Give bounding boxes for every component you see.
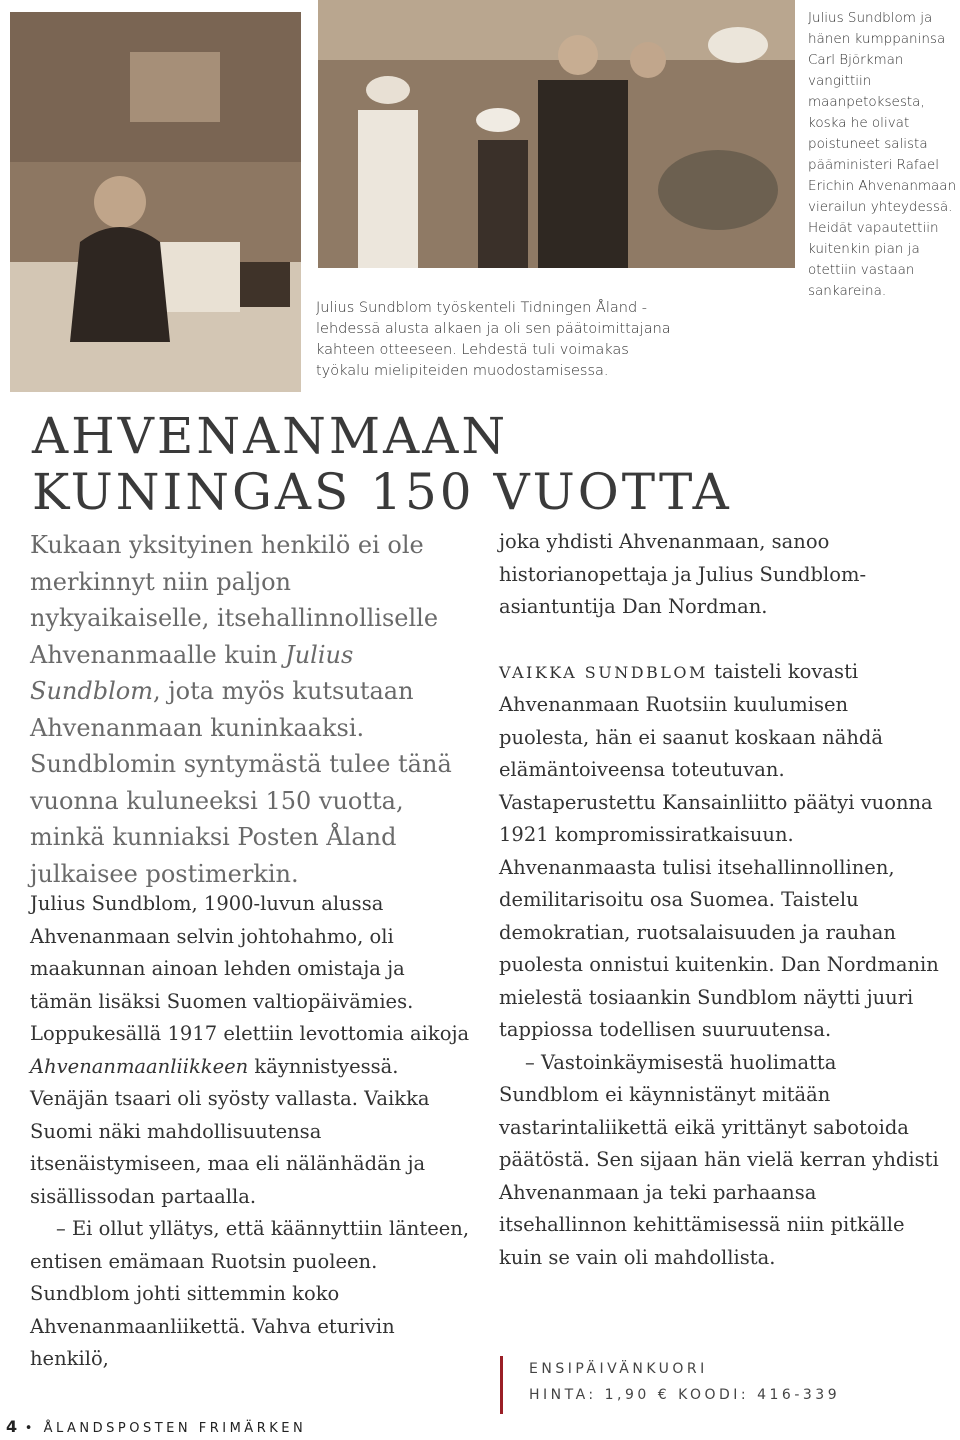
lede-name: Julius Sundblom bbox=[30, 640, 354, 705]
desk-photo-caption: Julius Sundblom työskenteli Tidningen Åland -lehdessä alusta alkaen ja oli sen päätoimittajana kahteen otteeseen. Lehdestä tuli voimakas työkalu mielipiteiden muodostamisessa. bbox=[316, 300, 671, 379]
article-lede bbox=[30, 527, 462, 892]
first-day-cover-label: ENSIPÄIVÄNKUORI bbox=[529, 1361, 708, 1377]
page-footer bbox=[6, 1417, 406, 1437]
desk-photo-illustration bbox=[10, 12, 301, 392]
left-column bbox=[30, 888, 470, 1376]
right-column bbox=[499, 526, 939, 1274]
right-p2-text: taisteli kovasti Ahvenanmaan Ruotsiin kuulumisen puolesta, hän ei saanut koskaan nähdä elämäntoiveensa toteutuvan. Vastaperustettu Kansainliitto päätyi vuonna 1921 kompromissiratkaisuun. Ahvenanmaasta tulisi itsehallinnollinen, demilitarisoitu osa Suomea. Taistelu demokratian, ruotsalaisuuden ja rauhan puolesta onnistui kuitenkin. Dan Nordmanin mielestä tosiaankin Sundblom näytti juuri tappiossa todellisen suuruutensa. bbox=[499, 659, 939, 1041]
left-p1-text-a: Julius Sundblom, 1900-luvun alussa Ahvenanmaan selvin johtohahmo, oli maakunnan ainoan lehden omistaja ja tämän lisäksi Suomen valtiopäivämies. Loppukesällä 1917 elettiin levottomia aikoja bbox=[30, 892, 470, 1045]
article-headline bbox=[32, 408, 792, 520]
stamp-info-box bbox=[500, 1356, 920, 1414]
right-paragraph-1: joka yhdisti Ahvenanmaan, sanoo historianopettaja ja Julius Sundblom-asiantuntija Dan Nordman. bbox=[499, 530, 867, 618]
group-photo-caption: Julius Sundblom ja hänen kumppaninsa Carl Björkman vangittiin maanpetoksesta, koska he olivat poistuneet salista pääministeri Rafael Erichin Ahvenanmaan vierailun yhteydessä. Heidät vapautettiin kuitenkin pian ja otettiin vastaan sankareina. bbox=[808, 10, 957, 299]
price-code-line: HINTA: 1,90 € KOODI: 416-339 bbox=[529, 1387, 841, 1403]
right-p2-lead: VAIKKA SUNDBLOM bbox=[499, 662, 708, 682]
group-photo bbox=[318, 0, 795, 268]
left-p1-italic: Ahvenanmaanliikkeen bbox=[30, 1054, 249, 1078]
right-paragraph-3: – Vastoinkäymisestä huolimatta Sundblom ei käynnistänyt mitään vastarintaliikettä eikä yrittänyt sabotoida päätöstä. Sen sijaan hän vielä kerran yhdisti Ahvenanmaan ja teki parhaansa itsehallinnon kehittämisessä niin pitkälle kuin se vain oli mahdollista. bbox=[499, 1050, 939, 1269]
left-paragraph-2: – Ei ollut yllätys, että käännyttiin länteen, entisen emämaan Ruotsin puoleen. Sundblom johti sittemmin koko Ahvenanmaanliikettä. Vahva eturivin henkilö, bbox=[30, 1217, 470, 1370]
footer-separator: • bbox=[24, 1421, 36, 1436]
left-p1-text-b: käynnistyessä. Venäjän tsaari oli syösty vallasta. Vaikka Suomi näki mahdollisuutensa itsenäistymiseen, maa eli nälänhädän ja sisällissodan partaalla. bbox=[30, 1054, 430, 1208]
headline-line-2: KUNINGAS 150 VUOTTA bbox=[32, 463, 732, 521]
desk-photo bbox=[10, 12, 301, 392]
lede-text-2: , jota myös kutsutaan Ahvenanmaan kuninkaaksi. Sundblomin syntymästä tulee tänä vuonna kuluneeksi 150 vuotta, minkä kunniaksi Posten Åland julkaisee postimerkin. bbox=[30, 677, 452, 888]
left-paragraph-1 bbox=[30, 888, 470, 1213]
right-paragraph-2 bbox=[499, 656, 939, 1047]
lede-text-1: Kukaan yksityinen henkilö ei ole merkinnyt niin paljon nykyaikaiselle, itsehallinnolliselle Ahvenanmaalle kuin bbox=[30, 531, 439, 669]
page-number: 4 bbox=[6, 1417, 18, 1436]
group-photo-illustration bbox=[318, 0, 795, 268]
publication-name: ÅLANDSPOSTEN FRIMÄRKEN bbox=[43, 1421, 307, 1436]
headline-line-1: AHVENANMAAN bbox=[32, 407, 509, 465]
